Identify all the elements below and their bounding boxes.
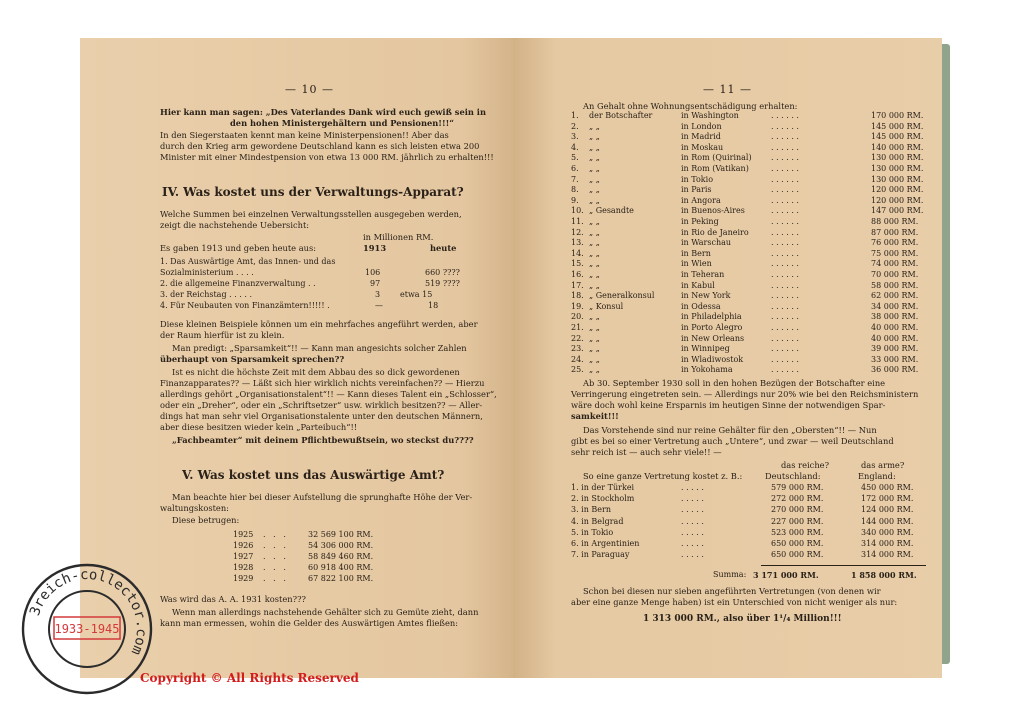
salary-amount: 38 000 RM. [871,312,919,322]
sum-label: Summa: [713,570,747,579]
salary-place: in Kabul [681,280,715,290]
compare-dots: . . . . . [681,505,704,515]
iv-intro-line: Welche Summen bei einzelnen Verwaltungsstellen ausgegeben werden, [160,209,462,219]
year-amount: 58 849 460 RM. [308,552,374,561]
salary-num: 13. [571,238,584,248]
salary-dots: . . . . . . [771,312,799,322]
salary-dots: . . . . . . [771,344,799,354]
salary-dots: . . . . . . [771,365,799,375]
body-line: allerdings gehört „Organisationstalent“!! — Kann dieses Talent ein „Schlosser“, [160,389,497,399]
salary-place: in Porto Alegro [681,323,743,332]
salary-place: in Odessa [681,301,721,311]
v-intro-line: Man beachte hier bei dieser Aufstellung die sprunghafte Höhe der Ver- [172,492,473,502]
salary-amount: 88 000 RM. [871,217,919,226]
salary-place: in Warschau [681,238,732,248]
salary-role: „ „ [589,132,600,142]
salary-role: „ „ [589,195,600,205]
intro-line: durch den Krieg arm gewordene Deutschland kann es sich leisten etwa 200 [160,141,480,151]
compare-label: 3. in Bern [571,505,612,515]
salary-role: der Botschafter [589,111,653,120]
salary-dots: . . . . . . [771,185,799,195]
body-line: Man predigt: „Sparsamkeit“!! — Kann man angesichts solcher Zahlen [172,343,467,353]
salary-num: 4. [571,142,579,152]
year: 1925 [233,530,254,539]
col-1913: 1913 [363,243,387,253]
value-1913: 97 [370,279,381,288]
compare-england: 314 000 RM. [861,539,914,548]
salary-place: in Winnipeg [681,344,730,354]
heading-iv: IV. Was kostet uns der Verwaltungs-Apparat? [162,185,464,199]
salary-dots: . . . . . . [771,323,799,332]
body-line: Ab 30. September 1930 soll in den hohen Bezügen der Botschafter eine [583,378,886,388]
salary-role: „ „ [589,153,600,163]
salary-role: „ „ [589,280,600,290]
salary-role: „ Konsul [589,301,624,311]
salary-dots: . . . . . . [771,195,799,205]
salary-amount: 33 000 RM. [871,354,919,364]
salary-num: 9. [571,195,579,205]
closing-line: Was wird das A. A. 1931 kosten??? [160,594,306,604]
salary-num: 20. [571,312,584,322]
value-today: 519 ???? [425,279,460,288]
salary-role: „ Gesandte [589,206,634,216]
salary-amount: 40 000 RM. [871,323,919,332]
compare-england: 144 000 RM. [861,516,914,526]
salary-role: „ „ [589,217,600,226]
compare-label: 5. in Tokio [571,527,614,537]
value-1913: — [375,301,383,310]
final-total: 1 313 000 RM., also über 1¹/₄ Million!!! [643,614,842,624]
salary-role: „ „ [589,248,600,258]
value-today: etwa 15 [400,290,433,299]
salary-amount: 120 000 RM. [871,185,924,195]
salary-dots: . . . . . . [771,354,799,364]
compare-deutschland: 523 000 RM. [771,527,824,537]
page-number-11: — 11 — [703,83,752,96]
body-line: Diese kleinen Beispiele können um ein mehrfaches angeführt werden, aber [160,319,478,329]
salary-intro: An Gehalt ohne Wohnungsentschädigung erhalten: [583,101,798,111]
salary-place: in Wien [681,259,712,269]
salary-place: in Bern [681,248,711,258]
compare-deutschland: 650 000 RM. [771,539,824,548]
salary-place: in Angora [681,195,721,205]
compare-deutschland: 579 000 RM. [771,483,824,492]
salary-role: „ „ [589,344,600,354]
row-label: 1. Das Auswärtige Amt, das Innen- und das [160,257,336,266]
compare-deutschland: 227 000 RM. [771,516,824,526]
body-line: samkeit!!! [571,411,619,421]
compare-lead: So eine ganze Vertretung kostet z. B.: [583,471,743,481]
compare-dots: . . . . . [681,483,704,492]
salary-dots: . . . . . . [771,142,799,152]
salary-num: 25. [571,365,584,375]
salary-num: 8. [571,185,579,195]
salary-role: „ „ [589,323,600,332]
compare-deutschland: 650 000 RM. [771,550,824,560]
salary-dots: . . . . . . [771,217,799,226]
salary-dots: . . . . . . [771,248,799,258]
salary-place: in Moskau [681,142,724,152]
salary-dots: . . . . . . [771,164,799,173]
salary-place: in Yokohama [681,365,733,375]
salary-num: 24. [571,354,584,364]
salary-num: 18. [571,291,584,301]
salary-place: in Teheran [681,270,725,279]
salary-place: in Rio de Janeiro [681,227,749,237]
closing-line: Wenn man allerdings nachstehende Gehälter sich zu Gemüte zieht, dann [172,607,479,617]
body-line: Finanzapparates?? — Läßt sich hier wirklich nichts vereinfachen?? — Hierzu [160,378,485,388]
salary-place: in Rom (Vatikan) [681,164,749,173]
value-today: 660 ???? [425,268,460,277]
copyright-notice: Copyright © All Rights Reserved [140,671,359,685]
compare-dots: . . . . . [681,550,704,560]
compare-england: 314 000 RM. [861,550,914,560]
salary-place: in New Orleans [681,333,745,343]
intro-line: den hohen Ministergehältern und Pensionen!!!“ [230,118,454,128]
salary-num: 17. [571,280,584,290]
compare-england: 172 000 RM. [861,494,914,504]
salary-dots: . . . . . . [771,121,799,131]
year-amount: 67 822 100 RM. [308,574,374,583]
compare-deutschland: 270 000 RM. [771,505,824,515]
salary-amount: 145 000 RM. [871,121,924,131]
page-number-10: — 10 — [285,83,334,96]
head-rich: das reiche? [781,460,830,470]
salary-amount: 34 000 RM. [871,301,919,311]
sum-england: 1 858 000 RM. [851,570,917,580]
salary-amount: 58 000 RM. [871,280,919,290]
salary-dots: . . . . . . [771,259,799,269]
salary-num: 12. [571,227,584,237]
salary-amount: 74 000 RM. [871,259,919,269]
salary-place: in Tokio [681,174,714,184]
compare-dots: . . . . . [681,527,704,537]
salary-place: in Washington [681,111,739,120]
value-today: 18 [428,301,439,310]
year: 1928 [233,563,254,572]
salary-num: 10. [571,206,584,216]
salary-dots: . . . . . . [771,301,799,311]
salary-dots: . . . . . . [771,238,799,248]
col-today: heute [430,243,457,253]
salary-dots: . . . . . . [771,291,799,301]
salary-num: 14. [571,248,584,258]
salary-dots: . . . . . . [771,174,799,184]
final-line: aber eine ganze Menge haben) ist ein Unterschied von nicht weniger als nur: [571,597,898,607]
col-england: England: [858,471,896,481]
salary-place: in Wladiwostok [681,354,744,364]
table-lead: Es gaben 1913 und geben heute aus: [160,243,317,253]
salary-amount: 75 000 RM. [871,248,919,258]
col-deutschland: Deutschland: [765,471,821,481]
salary-dots: . . . . . . [771,270,799,279]
salary-role: „ „ [589,259,600,269]
intro-line: Hier kann man sagen: „Des Vaterlandes Dank wird euch gewiß sein in [160,107,486,117]
compare-deutschland: 272 000 RM. [771,494,824,504]
salary-role: „ „ [589,312,600,322]
salary-amount: 40 000 RM. [871,333,919,343]
year: 1926 [233,541,254,550]
year: 1929 [233,574,254,583]
salary-role: „ „ [589,333,600,343]
salary-role: „ „ [589,354,600,364]
sum-rule [761,565,926,566]
salary-dots: . . . . . . [771,227,799,237]
right-page [513,38,942,678]
value-1913: 3 [375,290,381,299]
head-poor: das arme? [861,460,905,470]
salary-place: in Buenos-Aires [681,206,745,216]
body-line: sehr reich ist — auch sehr viele!! — [571,447,722,457]
compare-label: 4. in Belgrad [571,516,624,526]
compare-dots: . . . . . [681,516,704,526]
salary-role: „ „ [589,227,600,237]
body-line: Ist es nicht die höchste Zeit mit dem Abbau des so dick gewordenen [172,367,460,377]
salary-num: 23. [571,344,584,354]
body-line: der Raum hierfür ist zu klein. [160,330,285,340]
compare-england: 450 000 RM. [861,483,914,492]
salary-amount: 120 000 RM. [871,195,924,205]
compare-label: 7. in Paraguay [571,550,630,560]
salary-place: in Paris [681,185,712,195]
compare-label: 6. in Argentinien [571,539,640,548]
salary-num: 22. [571,333,584,343]
salary-dots: . . . . . . [771,153,799,163]
salary-amount: 70 000 RM. [871,270,919,279]
compare-label: 1. in der Türkei [571,483,635,492]
salary-role: „ „ [589,121,600,131]
salary-dots: . . . . . . [771,333,799,343]
collector-stamp [18,560,156,698]
final-line: Schon bei diesen nur sieben angeführten Vertretungen (von denen wir [583,586,881,596]
salary-place: in Madrid [681,132,721,142]
year: 1927 [233,552,254,561]
heading-v: V. Was kostet uns das Auswärtige Amt? [182,468,445,482]
open-booklet [80,38,946,678]
salary-place: in New York [681,291,731,301]
salary-place: in Philadelphia [681,312,742,322]
body-line: überhaupt von Sparsamkeit sprechen?? [160,354,345,364]
row-label: Sozialministerium . . . . [160,268,254,277]
salary-amount: 170 000 RM. [871,111,924,120]
year-amount: 60 918 400 RM. [308,563,374,572]
salary-num: 5. [571,153,579,163]
salary-num: 11. [571,217,584,226]
salary-num: 1. [571,111,579,120]
salary-num: 21. [571,323,584,332]
salary-amount: 130 000 RM. [871,174,924,184]
salary-role: „ „ [589,185,600,195]
salary-amount: 145 000 RM. [871,132,924,142]
compare-label: 2. in Stockholm [571,494,635,504]
iv-intro-line: zeigt die nachstehende Uebersicht: [160,220,310,230]
salary-role: „ „ [589,365,600,375]
value-1913: 106 [365,268,381,277]
stamp-ring-text: 3reich-collector.com [27,566,150,658]
body-line: oder ein „Dreher“, oder ein „Schriftsetzer“ usw. wirklich besitzen?? — Aller- [160,400,483,410]
salary-num: 6. [571,164,579,173]
body-line: dings hat man sehr viel Organisationstalente unter den deutschen Männern, [160,411,483,421]
year-amount: 32 569 100 RM. [308,530,374,539]
body-line: wäre doch wohl keine Ersparnis im heutigen Sinne der notwendigen Spar- [571,400,886,410]
table-unit: in Millionen RM. [363,232,434,242]
salary-role: „ „ [589,238,600,248]
salary-num: 19. [571,301,584,311]
compare-dots: . . . . . [681,539,704,548]
salary-amount: 36 000 RM. [871,365,919,375]
salary-role: „ Generalkonsul [589,291,655,301]
salary-amount: 130 000 RM. [871,164,924,173]
salary-amount: 76 000 RM. [871,238,919,248]
salary-amount: 87 000 RM. [871,227,919,237]
salary-role: „ „ [589,270,600,279]
salary-role: „ „ [589,174,600,184]
row-label: 4. Für Neubauten von Finanzämtern!!!!! . [160,301,330,310]
sum-deutschland: 3 171 000 RM. [753,570,819,580]
salary-role: „ „ [589,164,600,173]
body-line: Verringerung eingetreten sein. — Allerdings nur 20% wie bei den Reichsministern [571,389,919,399]
salary-dots: . . . . . . [771,280,799,290]
intro-line: In den Siegerstaaten kennt man keine Ministerpensionen!! Aber das [160,130,449,140]
compare-england: 340 000 RM. [861,527,914,537]
salary-amount: 62 000 RM. [871,291,919,301]
salary-num: 2. [571,121,579,131]
salary-num: 16. [571,270,584,279]
salary-num: 3. [571,132,579,142]
body-line: „Fachbeamter“ mit deinem Pflichtbewußtsein, wo steckst du???? [172,435,474,445]
body-line: aber diese besitzen wieder kein „Parteibuch“!! [160,422,358,432]
salary-dots: . . . . . . [771,206,799,216]
salary-place: in London [681,121,722,131]
salary-amount: 39 000 RM. [871,344,919,354]
v-intro-line: Diese betrugen: [172,515,240,525]
intro-line: Minister mit einer Mindestpension von etwa 13 000 RM. jährlich zu erhalten!!! [160,152,494,162]
salary-place: in Peking [681,217,719,226]
left-page: — 10 — Hier kann man sagen: „Des Vaterlandes Dank wird euch gewiß sein in den hohen Ministergehältern und Pensionen!!!“ In den Siegerstaaten kennt man keine Ministerpensionen!! Aber das durch den Krieg arm gewordene Deutschland kann es sich leisten etwa 200 Minister mit einer Mindestpension von etwa 13 000 RM. jährlich zu erhalten!!! IV. Was kostet uns der Verwaltungs-Apparat? Welche Summen bei einzelnen Verwaltungsstellen ausgegeben werden, zeigt die nachstehende Uebersicht: in Millionen RM. Es gaben 1913 und geben heute aus: 1913 heute 1. Das Auswärtige Amt, das Innen- und das Sozialministerium . . . . 106 660 ???? 2. die allgemeine Finanzverwaltung . . 97 519 ???? 3. der Reichstag . . . . . 3 etwa 15 4. Für Neubauten von Finanzämtern!!!!! . — 18 Diese kleinen Beispiele können um ein mehrfaches angeführt werden, aber der Raum hierfür ist zu klein. Man predigt: „Sparsamkeit“!! — Kann man angesichts solcher Zahlen überhaupt von Sparsamkeit sprechen?? Ist es nicht die höchste Zeit mit dem Abbau des so dick gewordenen Finanzapparates?? — Läßt sich hier wirklich nichts vereinfachen?? — Hierzu allerdings gehört „Organisationstalent“!! — Kann dieses Talent ein „Schlosser“, oder ein „Dreher“, oder ein „Schriftsetzer“ usw. wirklich besitzen?? — Aller- dings hat man sehr viel Organisationstalente unter den deutschen Männern, aber diese besitzen wieder kein „Parteibuch“!! „Fachbeamter“ mit deinem Pflichtbewußtsein, wo steckst du???? V. Was kostet uns das Auswärtige Amt? Man beachte hier bei dieser Aufstellung die sprunghafte Höhe der Ver- waltungskosten: Diese betrugen: 1925 . . . 32 569 100 RM. 1926 . . . 54 306 000 RM. 1927 . . . 58 849 460 RM. 1928 . . . 60 918 400 RM. 1929 . . . 67 822 100 RM. Was wird das A. A. 1931 kosten??? Wenn man allerdings nachstehende Gehälter sich zu Gemüte zieht, dann kann man ermessen, wohin die Gelder des Auswärtigen Amtes fließen: [80,38,513,678]
salary-dots: . . . . . . [771,111,799,120]
closing-line: kann man ermessen, wohin die Gelder des Auswärtigen Amtes fließen: [160,618,458,628]
compare-england: 124 000 RM. [861,505,914,515]
row-label: 2. die allgemeine Finanzverwaltung . . [160,279,316,288]
row-label: 3. der Reichstag . . . . . [160,290,252,299]
year-amount: 54 306 000 RM. [308,541,374,550]
compare-dots: . . . . . [681,494,704,504]
salary-num: 15. [571,259,584,269]
salary-dots: . . . . . . [771,132,799,142]
salary-place: in Rom (Quirinal) [681,153,752,163]
salary-num: 7. [571,174,579,184]
stamp-years: 1933-1945 [54,622,120,636]
salary-role: „ „ [589,142,600,152]
salary-amount: 140 000 RM. [871,142,924,152]
salary-amount: 130 000 RM. [871,153,924,163]
body-line: gibt es bei so einer Vertretung auch „Untere“, und zwar — weil Deutschland [571,436,894,446]
v-intro-line: waltungskosten: [160,503,229,513]
salary-amount: 147 000 RM. [871,206,924,216]
body-line: Das Vorstehende sind nur reine Gehälter für den „Obersten“!! — Nun [583,425,877,435]
